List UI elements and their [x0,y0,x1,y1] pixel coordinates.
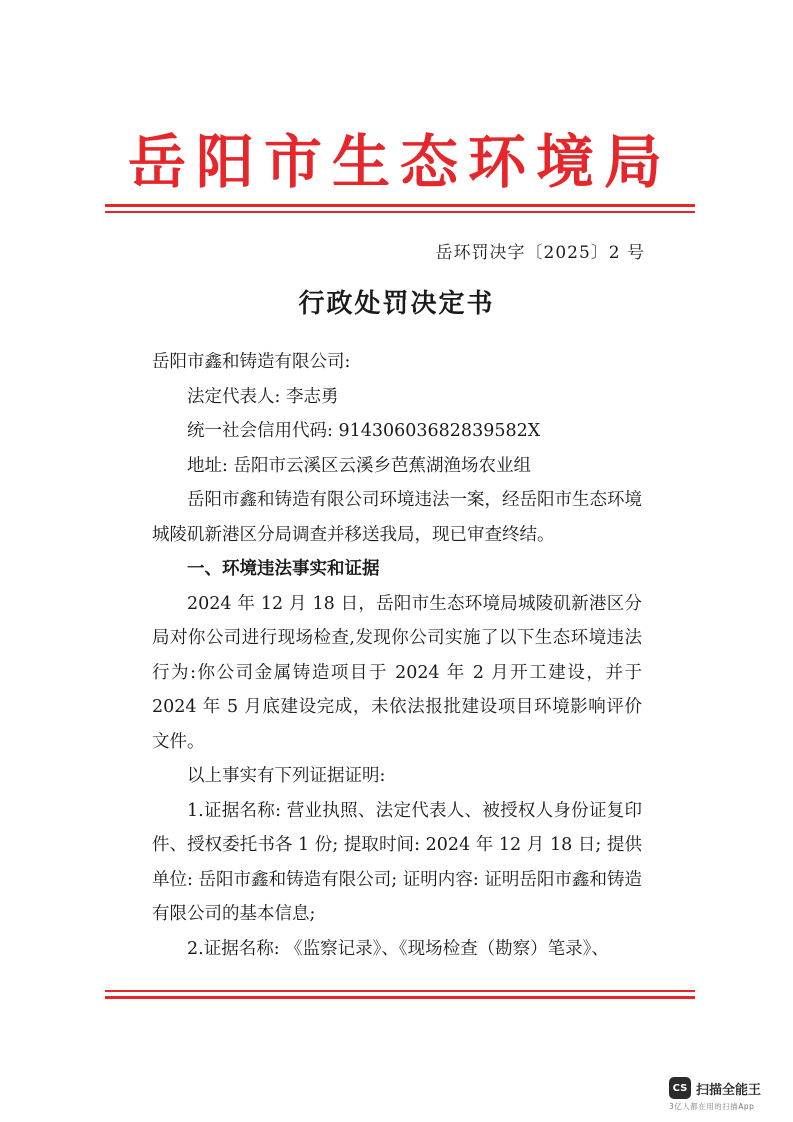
company-address: 地址: 岳阳市云溪区云溪乡芭蕉湖渔场农业组 [187,455,531,476]
issuer-header: 岳阳市生态环境局 [127,128,672,196]
document-body [152,345,642,966]
watermark-app-name: 扫描全能王 [696,1082,762,1098]
evidence-intro: 以上事实有下列证据证明: [187,766,386,786]
section-heading-violations: 一、环境违法事实和证据 [187,559,380,579]
document-number: 岳环罚决字〔2025〕2 号 [435,243,645,263]
camscanner-logo-icon: CS [669,1077,691,1099]
document-title: 行政处罚决定书 [298,289,495,319]
footer-rule-thick [105,996,695,999]
evidence-item-2: 2.证据名称: 《监察记录》、《现场检查（勘察）笔录》、 [187,938,609,959]
header-rule-thin [105,211,695,213]
credit-code: 统一社会信用代码: 91430603682839582X [187,421,541,441]
watermark-tagline: 3亿人都在用的扫描App [669,1102,755,1111]
footer-rule-thin [105,990,695,992]
header-rule-thick [105,204,695,207]
evidence-item-1: 1.证据名称: 营业执照、法定代表人、被授权人身份证复印件、授权委托书各 1 份; 提取时间: 2024 年 12 月 18 日; 提供单位: 岳阳市鑫和铸造有限公司; 证明内容: 证明岳阳市鑫和铸造有限公司的基本信息; [152,800,642,924]
scanner-watermark [669,1077,779,1112]
addressee: 岳阳市鑫和铸造有限公司: [152,352,351,372]
facts-paragraph: 2024 年 12 月 18 日，岳阳市生态环境局城陵矶新港区分局对你公司进行现场检查,发现你公司实施了以下生态环境违法行为:你公司金属铸造项目于 2024 年 2 月开工建设，并于 2024 年 5 月底建设完成，未依法报批建设项目环境影响评价文件。 [152,593,642,752]
intro-paragraph: 岳阳市鑫和铸造有限公司环境违法一案，经岳阳市生态环境城陵矶新港区分局调查并移送我局，现已审查终结。 [152,490,642,545]
legal-representative: 法定代表人: 李志勇 [187,386,339,407]
